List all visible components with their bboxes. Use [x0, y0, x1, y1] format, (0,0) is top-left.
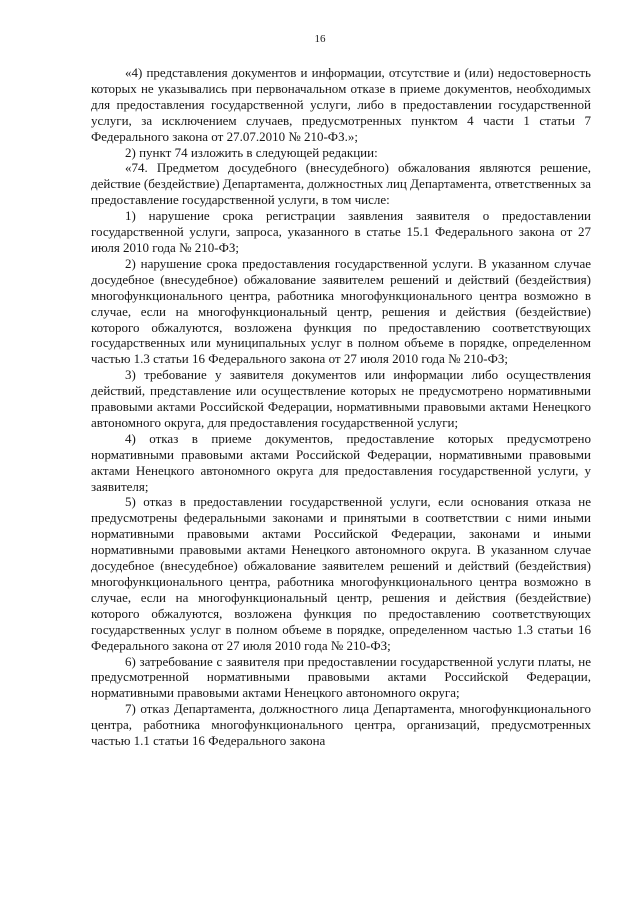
page-number: 16 [314, 33, 326, 45]
paragraph-item-6: 6) затребование с заявителя при предоставлении государственной услуги платы, не предусмотренной нормативными правовыми актами Российской Федерации, нормативными правовыми актами Ненецкого автономного округа; [91, 653, 591, 701]
paragraph-item-4: 4) отказ в приеме документов, предоставление которых предусмотрено нормативными правовыми актами Российской Федерации, нормативными правовыми актами Ненецкого автономного округа для предоставления государственной услуги, у заявителя; [91, 430, 591, 494]
paragraph-item-2: 2) нарушение срока предоставления государственной услуги. В указанном случае досудебное (внесудебное) обжалование заявителем решений и действий (бездействия) многофункционального центра, работника многофункционального центра возможно в случае, если на многофункциональный центр, решения и действия (бездействие) которого обжалуются, возложена функция по предоставлению соответствующих государственных или муниципальных услуг в полном объеме в порядке, определенном частью 1.3 статьи 16 Федерального закона от 27 июля 2010 года № 210-ФЗ; [91, 255, 591, 367]
paragraph-item-1: 1) нарушение срока регистрации заявления заявителя о предоставлении государственной услуги, запроса, указанного в статье 15.1 Федерального закона от 27 июля 2010 года № 210-ФЗ; [91, 208, 591, 255]
paragraph-amendment-point-74: 2) пункт 74 изложить в следующей редакции: [125, 144, 378, 160]
document-body [91, 65, 591, 749]
paragraph-item-4-continuation: «4) представления документов и информации, отсутствие и (или) недостоверность которых не указывались при первоначальном отказе в приеме документов, необходимых для предоставления государственной услуги, либо в предоставлении государственной услуги, за исключением случаев, предусмотренных пунктом 4 части 1 статьи 7 Федерального закона от 27.07.2010 № 210-ФЗ.»; [91, 65, 591, 144]
paragraph-item-5: 5) отказ в предоставлении государственной услуги, если основания отказа не предусмотрены федеральными законами и принятыми в соответствии с ними иными нормативными правовыми актами Российской Федерации, законами и иными нормативными правовыми актами Ненецкого автономного округа. В указанном случае досудебное (внесудебное) обжалование заявителем решений и действий (бездействия) многофункционального центра, работника многофункционального центра возможно в случае, если на многофункциональный центр, решения и действия (бездействие) которого обжалуются, возложена функция по предоставлению соответствующих государственных услуг в полном объеме в порядке, определенном частью 1.3 статьи 16 Федерального закона от 27 июля 2010 года № 210-ФЗ; [91, 494, 591, 653]
paragraph-item-7: 7) отказ Департамента, должностного лица Департамента, многофункционального центра, работника многофункционального центра, организаций, предусмотренных частью 1.1 статьи 16 Федерального закона [91, 701, 591, 749]
paragraph-point-74-intro: «74. Предметом досудебного (внесудебного) обжалования являются решение, действие (бездействие) Департамента, должностных лиц Департамента, ответственных за предоставление государственной услуги, в том числе: [91, 160, 591, 208]
paragraph-item-3: 3) требование у заявителя документов или информации либо осуществления действий, представление или осуществление которых не предусмотрено нормативными правовыми актами Российской Федерации, нормативными правовыми актами Ненецкого автономного округа, для предоставления государственной услуги; [91, 367, 591, 430]
